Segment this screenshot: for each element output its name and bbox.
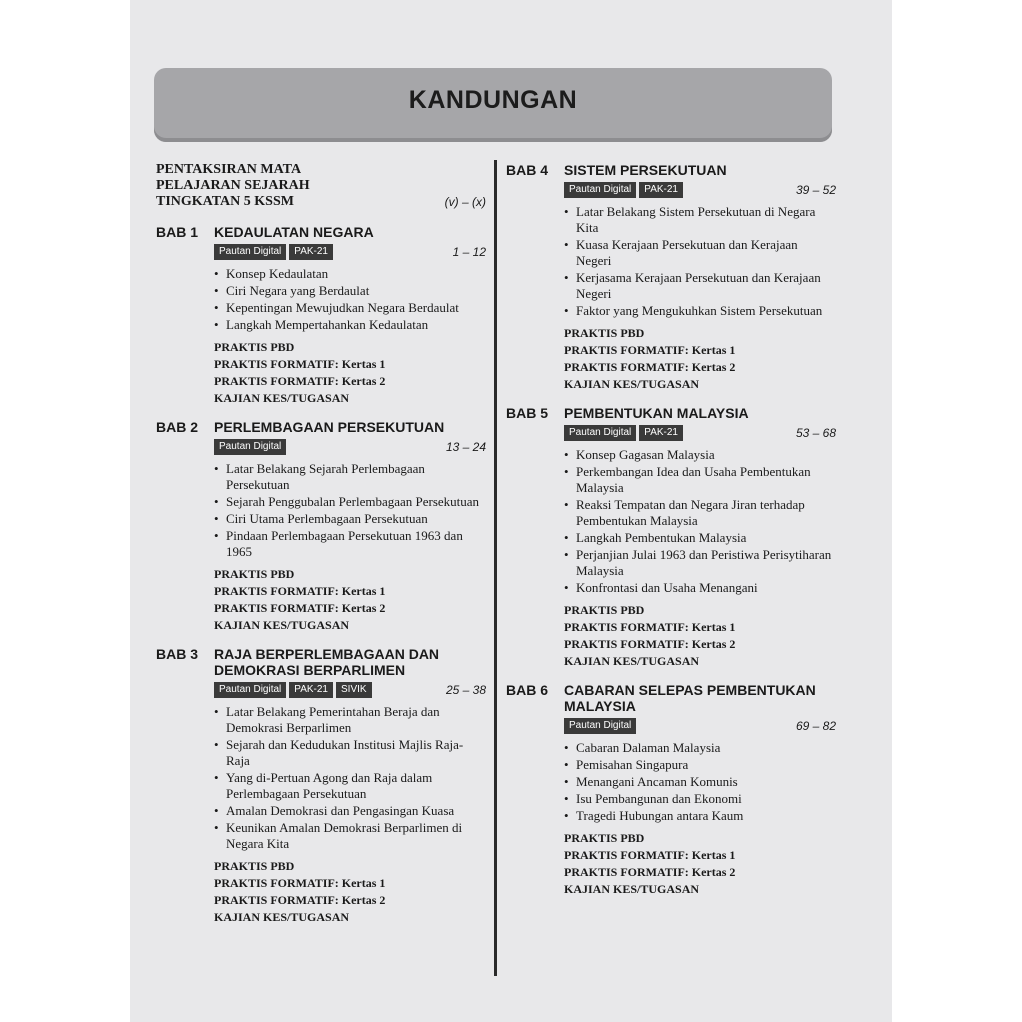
exercise-kajian: KAJIAN KES/TUGASAN: [214, 391, 350, 405]
topic-item: • Yang di-Pertuan Agong dan Raja dalam Perlembagaan Persekutuan: [214, 770, 486, 802]
topic-item: • Latar Belakang Sejarah Perlembagaan Persekutuan: [214, 461, 486, 493]
chapter-tags: [564, 425, 836, 443]
topic-item: • Pemisahan Singapura: [564, 757, 836, 773]
topic-item: • Sejarah Penggubalan Perlembagaan Persekutuan: [214, 494, 486, 510]
topic-item: • Ciri Utama Perlembagaan Persekutuan: [214, 511, 486, 527]
exercise-kertas-2: PRAKTIS FORMATIF: Kertas 2: [564, 360, 736, 374]
exercise-kertas-1: PRAKTIS FORMATIF: Kertas 1: [564, 620, 736, 634]
topic-item: • Cabaran Dalaman Malaysia: [564, 740, 836, 756]
topic-item: • Konsep Kedaulatan: [214, 266, 486, 282]
column-divider: [494, 160, 497, 976]
topic-list: [214, 266, 486, 333]
topic-item: • Amalan Demokrasi dan Pengasingan Kuasa: [214, 803, 486, 819]
chapter-number: BAB 1: [156, 224, 199, 240]
exercise-kertas-2: PRAKTIS FORMATIF: Kertas 2: [214, 601, 386, 615]
chapter-tags: [564, 182, 836, 200]
chapter-tags: [214, 244, 486, 262]
tag-pautan-digital: Pautan Digital: [564, 182, 636, 198]
topic-list: [564, 447, 836, 596]
chapter-3: [156, 646, 486, 926]
chapter-tags: [564, 718, 836, 736]
chapter-tags: [214, 682, 486, 700]
chapter-1: [156, 224, 486, 407]
exercise-kertas-2: PRAKTIS FORMATIF: Kertas 2: [214, 374, 386, 388]
topic-item: • Menangani Ancaman Komunis: [564, 774, 836, 790]
exercise-pbd: PRAKTIS PBD: [214, 859, 295, 873]
intro-title: PENTAKSIRAN MATA PELAJARAN SEJARAH TINGKATAN 5 KSSM: [156, 162, 310, 209]
tag-sivik: SIVIK: [336, 682, 372, 698]
topic-item: • Isu Pembangunan dan Ekonomi: [564, 791, 836, 807]
header-banner: [154, 68, 832, 142]
topic-list: [564, 740, 836, 824]
exercise-pbd: PRAKTIS PBD: [564, 831, 645, 845]
topic-item: • Langkah Mempertahankan Kedaulatan: [214, 317, 486, 333]
left-column: [156, 162, 486, 938]
chapter-2: [156, 419, 486, 634]
chapter-title: PEMBENTUKAN MALAYSIA: [564, 405, 749, 421]
scan-margin-left: [0, 0, 132, 1022]
tag-pautan-digital: Pautan Digital: [214, 682, 286, 698]
exercise-kertas-1: PRAKTIS FORMATIF: Kertas 1: [214, 876, 386, 890]
topic-item: • Perkembangan Idea dan Usaha Pembentukan Malaysia: [564, 464, 836, 496]
tag-pautan-digital: Pautan Digital: [214, 439, 286, 455]
exercise-pbd: PRAKTIS PBD: [564, 326, 645, 340]
tag-pak21: PAK-21: [639, 182, 683, 198]
document-page: [130, 0, 892, 1022]
topic-item: • Sejarah dan Kedudukan Institusi Majlis Raja-Raja: [214, 737, 486, 769]
exercise-kertas-2: PRAKTIS FORMATIF: Kertas 2: [214, 893, 386, 907]
chapter-pages: 39 – 52: [795, 183, 836, 197]
tag-pak21: PAK-21: [289, 682, 333, 698]
tag-pautan-digital: Pautan Digital: [564, 718, 636, 734]
exercise-pbd: PRAKTIS PBD: [564, 603, 645, 617]
chapter-title: KEDAULATAN NEGARA: [214, 224, 374, 240]
topic-item: • Kepentingan Mewujudkan Negara Berdaulat: [214, 300, 486, 316]
tag-pautan-digital: Pautan Digital: [564, 425, 636, 441]
chapter-pages: 53 – 68: [795, 426, 836, 440]
right-column: [506, 162, 836, 910]
topic-list: [214, 461, 486, 560]
chapter-title: PERLEMBAGAAN PERSEKUTUAN: [214, 419, 445, 435]
exercise-kertas-1: PRAKTIS FORMATIF: Kertas 1: [214, 584, 386, 598]
chapter-title: CABARAN SELEPAS PEMBENTUKAN MALAYSIA: [564, 682, 816, 714]
topic-item: • Langkah Pembentukan Malaysia: [564, 530, 836, 546]
chapter-number: BAB 3: [156, 646, 199, 662]
tag-pak21: PAK-21: [639, 425, 683, 441]
exercise-kertas-1: PRAKTIS FORMATIF: Kertas 1: [214, 357, 386, 371]
chapter-number: BAB 5: [506, 405, 549, 421]
topic-item: • Konsep Gagasan Malaysia: [564, 447, 836, 463]
topic-list: [214, 704, 486, 852]
scan-margin-right: [892, 0, 1022, 1022]
topic-item: • Latar Belakang Sistem Persekutuan di Negara Kita: [564, 204, 836, 236]
exercise-kertas-1: PRAKTIS FORMATIF: Kertas 1: [564, 343, 736, 357]
exercise-pbd: PRAKTIS PBD: [214, 567, 295, 581]
topic-item: • Faktor yang Mengukuhkan Sistem Persekutuan: [564, 303, 836, 319]
chapter-number: BAB 4: [506, 162, 549, 178]
page-title: KANDUNGAN: [408, 86, 578, 114]
exercise-kertas-2: PRAKTIS FORMATIF: Kertas 2: [564, 865, 736, 879]
tag-pak21: PAK-21: [289, 244, 333, 260]
topic-item: • Kerjasama Kerajaan Persekutuan dan Kerajaan Negeri: [564, 270, 836, 302]
topic-item: • Perjanjian Julai 1963 dan Peristiwa Perisytiharan Malaysia: [564, 547, 836, 579]
exercise-kajian: KAJIAN KES/TUGASAN: [214, 618, 350, 632]
chapter-number: BAB 2: [156, 419, 199, 435]
chapter-5: [506, 405, 836, 670]
exercise-kertas-1: PRAKTIS FORMATIF: Kertas 1: [564, 848, 736, 862]
intro-pages: (v) – (x): [444, 195, 486, 209]
topic-item: • Ciri Negara yang Berdaulat: [214, 283, 486, 299]
topic-item: • Latar Belakang Pemerintahan Beraja dan Demokrasi Berparlimen: [214, 704, 486, 736]
exercise-kajian: KAJIAN KES/TUGASAN: [564, 377, 700, 391]
chapter-title: RAJA BERPERLEMBAGAAN DAN DEMOKRASI BERPARLIMEN: [214, 646, 440, 678]
exercise-pbd: PRAKTIS PBD: [214, 340, 295, 354]
topic-item: • Pindaan Perlembagaan Persekutuan 1963 dan 1965: [214, 528, 486, 560]
exercise-kajian: KAJIAN KES/TUGASAN: [564, 882, 700, 896]
chapter-6: [506, 682, 836, 898]
topic-item: • Konfrontasi dan Usaha Menangani: [564, 580, 836, 596]
chapter-pages: 13 – 24: [445, 440, 486, 454]
topic-item: • Keunikan Amalan Demokrasi Berparlimen di Negara Kita: [214, 820, 486, 852]
topic-list: [564, 204, 836, 319]
topic-item: • Reaksi Tempatan dan Negara Jiran terhadap Pembentukan Malaysia: [564, 497, 836, 529]
topic-item: • Kuasa Kerajaan Persekutuan dan Kerajaan Negeri: [564, 237, 836, 269]
chapter-title: SISTEM PERSEKUTUAN: [564, 162, 727, 178]
exercise-kajian: KAJIAN KES/TUGASAN: [564, 654, 700, 668]
intro-entry: [156, 162, 486, 210]
chapter-pages: 69 – 82: [795, 719, 836, 733]
chapter-number: BAB 6: [506, 682, 549, 698]
chapter-pages: 1 – 12: [452, 245, 486, 259]
tag-pautan-digital: Pautan Digital: [214, 244, 286, 260]
exercise-kertas-2: PRAKTIS FORMATIF: Kertas 2: [564, 637, 736, 651]
chapter-pages: 25 – 38: [445, 683, 486, 697]
chapter-4: [506, 162, 836, 393]
chapter-tags: [214, 439, 486, 457]
exercise-kajian: KAJIAN KES/TUGASAN: [214, 910, 350, 924]
topic-item: • Tragedi Hubungan antara Kaum: [564, 808, 836, 824]
